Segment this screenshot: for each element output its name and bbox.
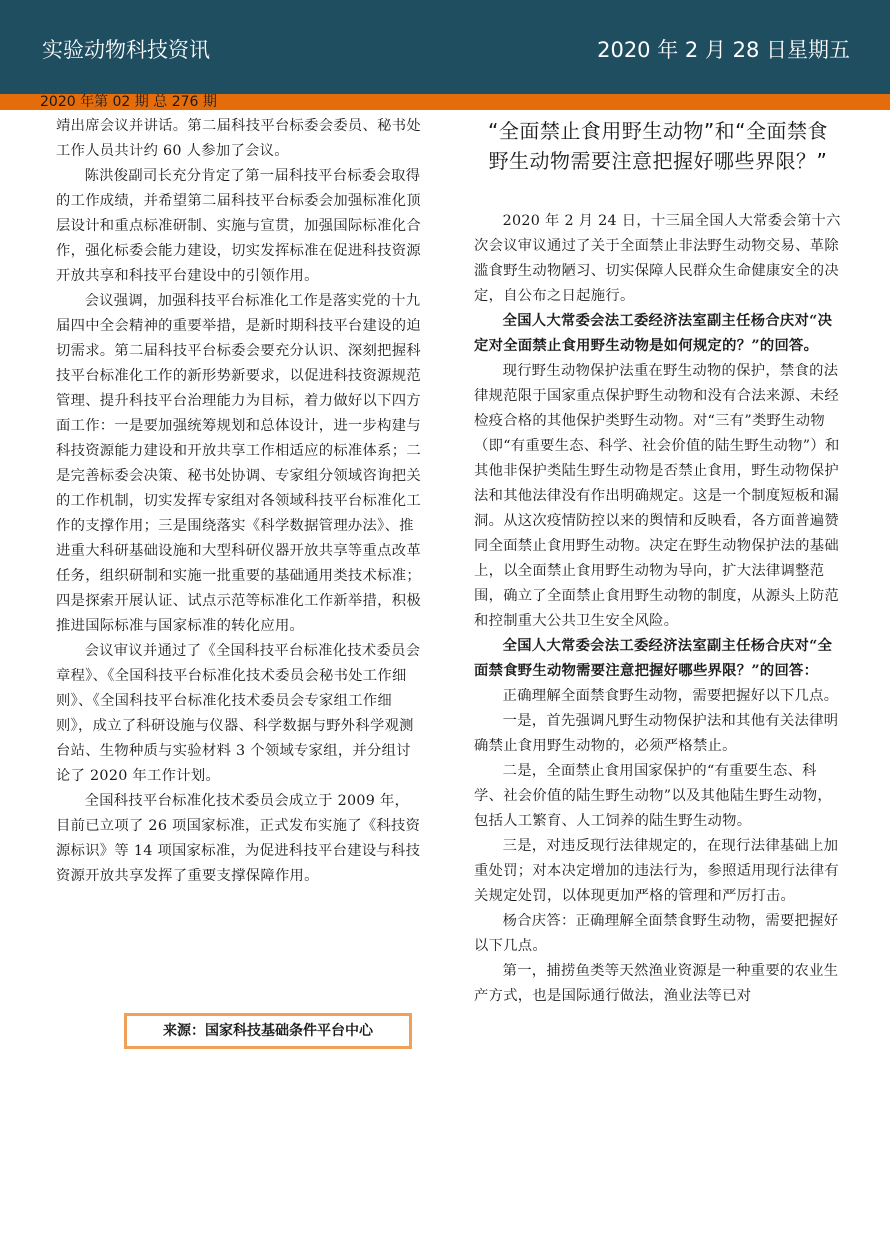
question-heading: 全国人大常委会法工委经济法室副主任杨合庆对“决定对全面禁止食用野生动物是如何规定的？”的回答。 — [474, 313, 833, 354]
question-heading: 全国人大常委会法工委经济法室副主任杨合庆对“全面禁食野生动物需要注意把握好哪些界限？”的回答： — [474, 638, 833, 679]
article-title: “全面禁止食用野生动物”和“全面禁食野生动物需要注意把握好哪些界限？” — [487, 119, 829, 173]
source-box: 来源：国家科技基础条件平台中心 — [124, 1013, 412, 1049]
page-header — [0, 0, 890, 94]
paragraph: 现行野生动物保护法重在野生动物的保护，禁食的法律规范限于国家重点保护野生动物和没有合法来源、未经检疫合格的其他保护类野生动物。对“三有”类野生动物（即“有重要生态、科学、社会价值的陆生野生动物”）和其他非保护类陆生野生动物是否禁止食用，野生动物保护法和其他法律没有作出明确规定。这是一个制度短板和漏洞。从这次疫情防控以来的舆情和反映看，各方面普遍赞同全面禁止食用野生动物。决定在野生动物保护法的基础上，以全面禁止食用野生动物为导向，扩大法律调整范围，确立了全面禁止食用野生动物的制度，从源头上防范和控制重大公共卫生安全风险。 — [474, 363, 840, 629]
publication-date: 2020 年 2 月 28 日星期五 — [597, 38, 850, 62]
paragraph: 会议审议并通过了《全国科技平台标准化技术委员会章程》、《全国科技平台标准化技术委员会秘书处工作细则》、《全国科技平台标准化技术委员会专家组工作细则》，成立了科研设施与仪器、科学数据与野外科学观测台站、生物种质与实验材料 3 个领域专家组，并分组讨论了 2020 年工作计划。 — [56, 643, 421, 784]
paragraph: 杨合庆答：正确理解全面禁食野生动物，需要把握好以下几点。 — [474, 913, 839, 954]
paragraph: 全国科技平台标准化技术委员会成立于 2009 年，目前已立项了 26 项国家标准，正式发布实施了《科技资源标识》等 14 项国家标准，为促进科技平台建设与科技资源开放共享发挥了重要支撑保障作用。 — [56, 793, 421, 884]
paragraph: 靖出席会议并讲话。第二届科技平台标委会委员、秘书处工作人员共计约 60 人参加了会议。 — [56, 118, 421, 159]
publication-title: 实验动物科技资讯 — [42, 38, 210, 62]
right-column — [474, 116, 842, 1009]
paragraph: 第一，捕捞鱼类等天然渔业资源是一种重要的农业生产方式，也是国际通行做法，渔业法等已对 — [474, 963, 839, 1004]
issue-number: 2020 年第 02 期 总 276 期 — [40, 94, 217, 110]
paragraph: 2020 年 2 月 24 日，十三届全国人大常委会第十六次会议审议通过了关于全面禁止非法野生动物交易、革除滥食野生动物陋习、切实保障人民群众生命健康安全的决定，自公布之日起施行。 — [474, 213, 841, 304]
paragraph: 三是，对违反现行法律规定的，在现行法律基础上加重处罚；对本决定增加的违法行为，参照适用现行法律有关规定处罚，以体现更加严格的管理和严厉打击。 — [474, 838, 839, 904]
left-column — [56, 114, 422, 889]
paragraph: 会议强调，加强科技平台标准化工作是落实党的十九届四中全会精神的重要举措，是新时期科技平台建设的迫切需求。第二届科技平台标委会要充分认识、深刻把握科技平台标准化工作的新形势新要求，以促进科技资源规范管理、提升科技平台治理能力为目标，着力做好以下四方面工作：一是要加强统筹规划和总体设计，进一步构建与科技资源能力建设和开放共享工作相适应的标准体系；二是完善标委会决策、秘书处协调、专家组分领域咨询把关的工作机制，切实发挥专家组对各领域科技平台标准化工作的支撑作用；三是围绕落实《科学数据管理办法》、推进重大科研基础设施和大型科研仪器开放共享等重点改革任务，组织研制和实施一批重要的基础通用类技术标准；四是探索开展认证、试点示范等标准化工作新举措，积极推进国际标准与国家标准的转化应用。 — [56, 293, 421, 634]
paragraph: 陈洪俊副司长充分肯定了第一届科技平台标委会取得的工作成绩，并希望第二届科技平台标委会加强标准化顶层设计和重点标准研制、实施与宣贯，加强国际标准化合作，强化标委会能力建设，切实发挥标准在促进科技资源开放共享和科技平台建设中的引领作用。 — [56, 168, 421, 284]
paragraph: 二是，全面禁止食用国家保护的“有重要生态、科学、社会价值的陆生野生动物”以及其他陆生野生动物，包括人工繁育、人工饲养的陆生野生动物。 — [474, 763, 832, 829]
paragraph: 一是，首先强调凡野生动物保护法和其他有关法律明确禁止食用野生动物的，必须严格禁止。 — [474, 713, 839, 754]
paragraph: 正确理解全面禁食野生动物，需要把握好以下几点。 — [502, 688, 839, 704]
